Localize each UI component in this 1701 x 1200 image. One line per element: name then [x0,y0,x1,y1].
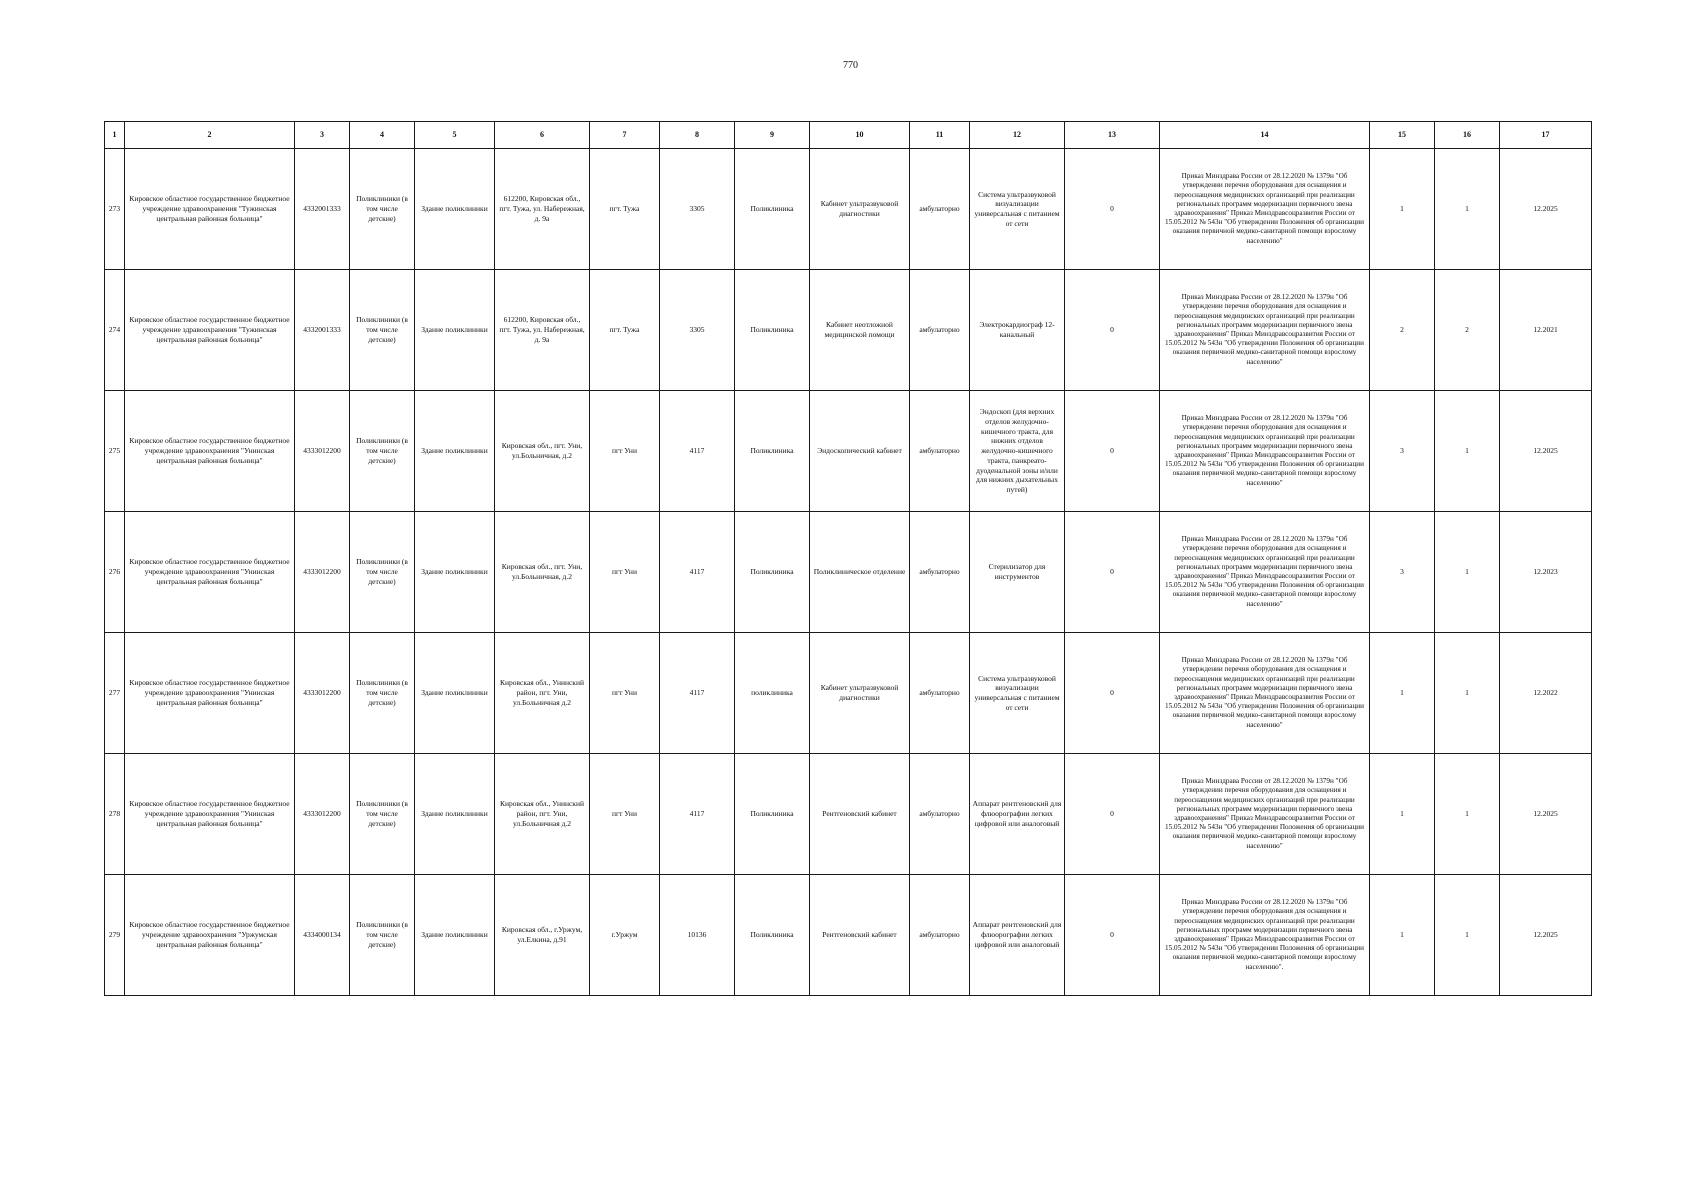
inn: 4334000134 [295,875,350,996]
column-header: 13 [1065,122,1160,149]
unit: Поликлиника [735,391,810,512]
facility-type: Поликлиники (в том числе детские) [350,149,415,270]
column-header: 5 [415,122,495,149]
column-header: 4 [350,122,415,149]
planned-quantity: 1 [1435,754,1500,875]
equipment: Эндоскоп (для верхних отделов желудочно-кишечного тракта, для нижних отделов желудочно-кишечного тракта, панкреато-дуоденальной зоны и/или для нижних дыхательных путей) [970,391,1065,512]
unit: Поликлиника [735,512,810,633]
due-date: 12.2023 [1500,512,1592,633]
row-number: 278 [105,754,125,875]
header-row [105,122,1592,149]
department: Эндоскопический кабинет [810,391,910,512]
facility-type: Поликлиники (в том числе детские) [350,754,415,875]
column-header: 16 [1435,122,1500,149]
address: Кировская обл., пгт. Уни, ул.Больничная, д.2 [495,391,590,512]
population: 4117 [660,512,735,633]
building: Здание поликлиники [415,270,495,391]
current-quantity: 0 [1065,875,1160,996]
care-form: амбулаторно [910,149,970,270]
equipment: Система ультразвуковой визуализации универсальная с питанием от сети [970,149,1065,270]
table-row [105,270,1592,391]
equipment: Аппарат рентгеновский для флюорографии легких цифровой или аналоговый [970,875,1065,996]
address: 612200, Кировская обл., пгт. Тужа, ул. Набережная, д. 9а [495,149,590,270]
organization-name: Кировское областное государственное бюджетное учреждение здравоохранения "Унинская центральная районная больница" [125,512,295,633]
column-header: 12 [970,122,1065,149]
planned-quantity: 1 [1435,875,1500,996]
column-header: 2 [125,122,295,149]
due-date: 12.2025 [1500,149,1592,270]
required-quantity: 3 [1370,391,1435,512]
table-row [105,754,1592,875]
settlement: пгт Уни [590,754,660,875]
column-header: 6 [495,122,590,149]
planned-quantity: 1 [1435,512,1500,633]
equipment: Стерилизатор для инструментов [970,512,1065,633]
organization-name: Кировское областное государственное бюджетное учреждение здравоохранения "Унинская центральная районная больница" [125,391,295,512]
unit: Поликлиника [735,149,810,270]
settlement: пгт Уни [590,512,660,633]
table-row [105,149,1592,270]
regulation: Приказ Минздрава России от 28.12.2020 № 1379н "Об утверждении перечня оборудования для оснащения и переоснащения медицинских организаций при реализации региональных программ модернизации первичного звена здравоохранения" Приказ Минздравсоцразвития России от 15.05.2012 № 543н "Об утверждении Положения об организации оказания первичной медико-санитарной помощи взрослому населению" [1160,633,1370,754]
organization-name: Кировское областное государственное бюджетное учреждение здравоохранения "Унинская центральная районная больница" [125,633,295,754]
due-date: 12.2025 [1500,391,1592,512]
address: Кировская обл., Унинский район, пгт. Уни, ул.Больничная д.2 [495,754,590,875]
care-form: амбулаторно [910,391,970,512]
due-date: 12.2022 [1500,633,1592,754]
organization-name: Кировское областное государственное бюджетное учреждение здравоохранения "Унинская центральная районная больница" [125,754,295,875]
population: 10136 [660,875,735,996]
population: 3305 [660,270,735,391]
column-header: 1 [105,122,125,149]
unit: поликлиника [735,633,810,754]
settlement: пгт. Тужа [590,149,660,270]
due-date: 12.2021 [1500,270,1592,391]
page-number: 770 [843,60,858,71]
equipment: Система ультразвуковой визуализации универсальная с питанием от сети [970,633,1065,754]
inn: 4333012200 [295,754,350,875]
population: 4117 [660,391,735,512]
current-quantity: 0 [1065,149,1160,270]
unit: Поликлиника [735,270,810,391]
column-header: 10 [810,122,910,149]
current-quantity: 0 [1065,391,1160,512]
inn: 4332001333 [295,270,350,391]
required-quantity: 1 [1370,875,1435,996]
building: Здание поликлиники [415,633,495,754]
regulation: Приказ Минздрава России от 28.12.2020 № 1379н "Об утверждении перечня оборудования для оснащения и переоснащения медицинских организаций при реализации региональных программ модернизации первичного звена здравоохранения" Приказ Минздравсоцразвития России от 15.05.2012 № 543н "Об утверждении Положения об организации оказания первичной медико-санитарной помощи взрослому населению" [1160,149,1370,270]
row-number: 274 [105,270,125,391]
department: Поликлиническое отделение [810,512,910,633]
row-number: 277 [105,633,125,754]
settlement: пгт. Тужа [590,270,660,391]
settlement: пгт Уни [590,391,660,512]
department: Кабинет ультразвуковой диагностики [810,149,910,270]
unit: Поликлиника [735,875,810,996]
facility-type: Поликлиники (в том числе детские) [350,633,415,754]
row-number: 276 [105,512,125,633]
regulation: Приказ Минздрава России от 28.12.2020 № 1379н "Об утверждении перечня оборудования для оснащения и переоснащения медицинских организаций при реализации региональных программ модернизации первичного звена здравоохранения" Приказ Минздравсоцразвития России от 15.05.2012 № 543н "Об утверждении Положения об организации оказания первичной медико-санитарной помощи взрослому населению" [1160,512,1370,633]
column-header: 11 [910,122,970,149]
care-form: амбулаторно [910,754,970,875]
population: 4117 [660,633,735,754]
due-date: 12.2025 [1500,875,1592,996]
current-quantity: 0 [1065,754,1160,875]
care-form: амбулаторно [910,512,970,633]
building: Здание поликлиники [415,391,495,512]
current-quantity: 0 [1065,633,1160,754]
column-header: 7 [590,122,660,149]
population: 3305 [660,149,735,270]
settlement: г.Уржум [590,875,660,996]
organization-name: Кировское областное государственное бюджетное учреждение здравоохранения "Тужинская центральная районная больница" [125,270,295,391]
planned-quantity: 2 [1435,270,1500,391]
address: Кировская обл., Унинский район, пгт. Уни, ул.Больничная д.2 [495,633,590,754]
required-quantity: 3 [1370,512,1435,633]
row-number: 275 [105,391,125,512]
department: Кабинет ультразвуковой диагностики [810,633,910,754]
inn: 4333012200 [295,391,350,512]
facility-type: Поликлиники (в том числе детские) [350,270,415,391]
required-quantity: 1 [1370,633,1435,754]
organization-name: Кировское областное государственное бюджетное учреждение здравоохранения "Тужинская центральная районная больница" [125,149,295,270]
table-row [105,391,1592,512]
table-row [105,633,1592,754]
inn: 4333012200 [295,633,350,754]
department: Рентгеновский кабинет [810,754,910,875]
equipment: Аппарат рентгеновский для флюорографии легких цифровой или аналоговый [970,754,1065,875]
planned-quantity: 1 [1435,633,1500,754]
row-number: 273 [105,149,125,270]
organization-name: Кировское областное государственное бюджетное учреждение здравоохранения "Уржумская центральная районная больница" [125,875,295,996]
settlement: пгт Уни [590,633,660,754]
building: Здание поликлиники [415,754,495,875]
required-quantity: 2 [1370,270,1435,391]
column-header: 15 [1370,122,1435,149]
current-quantity: 0 [1065,270,1160,391]
table-header [105,122,1592,149]
unit: Поликлиника [735,754,810,875]
due-date: 12.2025 [1500,754,1592,875]
regulation: Приказ Минздрава России от 28.12.2020 № 1379н "Об утверждении перечня оборудования для оснащения и переоснащения медицинских организаций при реализации региональных программ модернизации первичного звена здравоохранения" Приказ Минздравсоцразвития России от 15.05.2012 № 543н "Об утверждении Положения об организации оказания первичной медико-санитарной помощи взрослому населению" [1160,270,1370,391]
facility-type: Поликлиники (в том числе детские) [350,875,415,996]
inn: 4332001333 [295,149,350,270]
building: Здание поликлиники [415,512,495,633]
table-row [105,875,1592,996]
column-header: 9 [735,122,810,149]
department: Кабинет неотложной медицинской помощи [810,270,910,391]
care-form: амбулаторно [910,633,970,754]
inn: 4333012200 [295,512,350,633]
population: 4117 [660,754,735,875]
address: 612200, Кировская обл., пгт. Тужа, ул. Набережная, д. 9а [495,270,590,391]
column-header: 14 [1160,122,1370,149]
table-body [105,149,1592,996]
table-row [105,512,1592,633]
current-quantity: 0 [1065,512,1160,633]
column-header: 8 [660,122,735,149]
column-header: 3 [295,122,350,149]
equipment: Электрокардиограф 12-канальный [970,270,1065,391]
care-form: амбулаторно [910,875,970,996]
building: Здание поликлиники [415,149,495,270]
planned-quantity: 1 [1435,149,1500,270]
planned-quantity: 1 [1435,391,1500,512]
regulation: Приказ Минздрава России от 28.12.2020 № 1379н "Об утверждении перечня оборудования для оснащения и переоснащения медицинских организаций при реализации региональных программ модернизации первичного звена здравоохранения" Приказ Минздравсоцразвития России от 15.05.2012 № 543н "Об утверждении Положения об организации оказания первичной медико-санитарной помощи взрослому населению" [1160,754,1370,875]
building: Здание поликлиники [415,875,495,996]
facility-type: Поликлиники (в том числе детские) [350,391,415,512]
facility-type: Поликлиники (в том числе детские) [350,512,415,633]
address: Кировская обл., г.Уржум, ул.Елкина, д.91 [495,875,590,996]
row-number: 279 [105,875,125,996]
department: Рентгеновский кабинет [810,875,910,996]
care-form: амбулаторно [910,270,970,391]
address: Кировская обл., пгт. Уни, ул.Больничная, д.2 [495,512,590,633]
regulation: Приказ Минздрава России от 28.12.2020 № 1379н "Об утверждении перечня оборудования для оснащения и переоснащения медицинских организаций при реализации региональных программ модернизации первичного звена здравоохранения" Приказ Минздравсоцразвития России от 15.05.2012 № 543н "Об утверждении Положения об организации оказания первичной медико-санитарной помощи взрослому населению". [1160,875,1370,996]
required-quantity: 1 [1370,754,1435,875]
equipment-table [104,121,1592,996]
regulation: Приказ Минздрава России от 28.12.2020 № 1379н "Об утверждении перечня оборудования для оснащения и переоснащения медицинских организаций при реализации региональных программ модернизации первичного звена здравоохранения" Приказ Минздравсоцразвития России от 15.05.2012 № 543н "Об утверждении Положения об организации оказания первичной медико-санитарной помощи взрослому населению" [1160,391,1370,512]
required-quantity: 1 [1370,149,1435,270]
column-header: 17 [1500,122,1592,149]
